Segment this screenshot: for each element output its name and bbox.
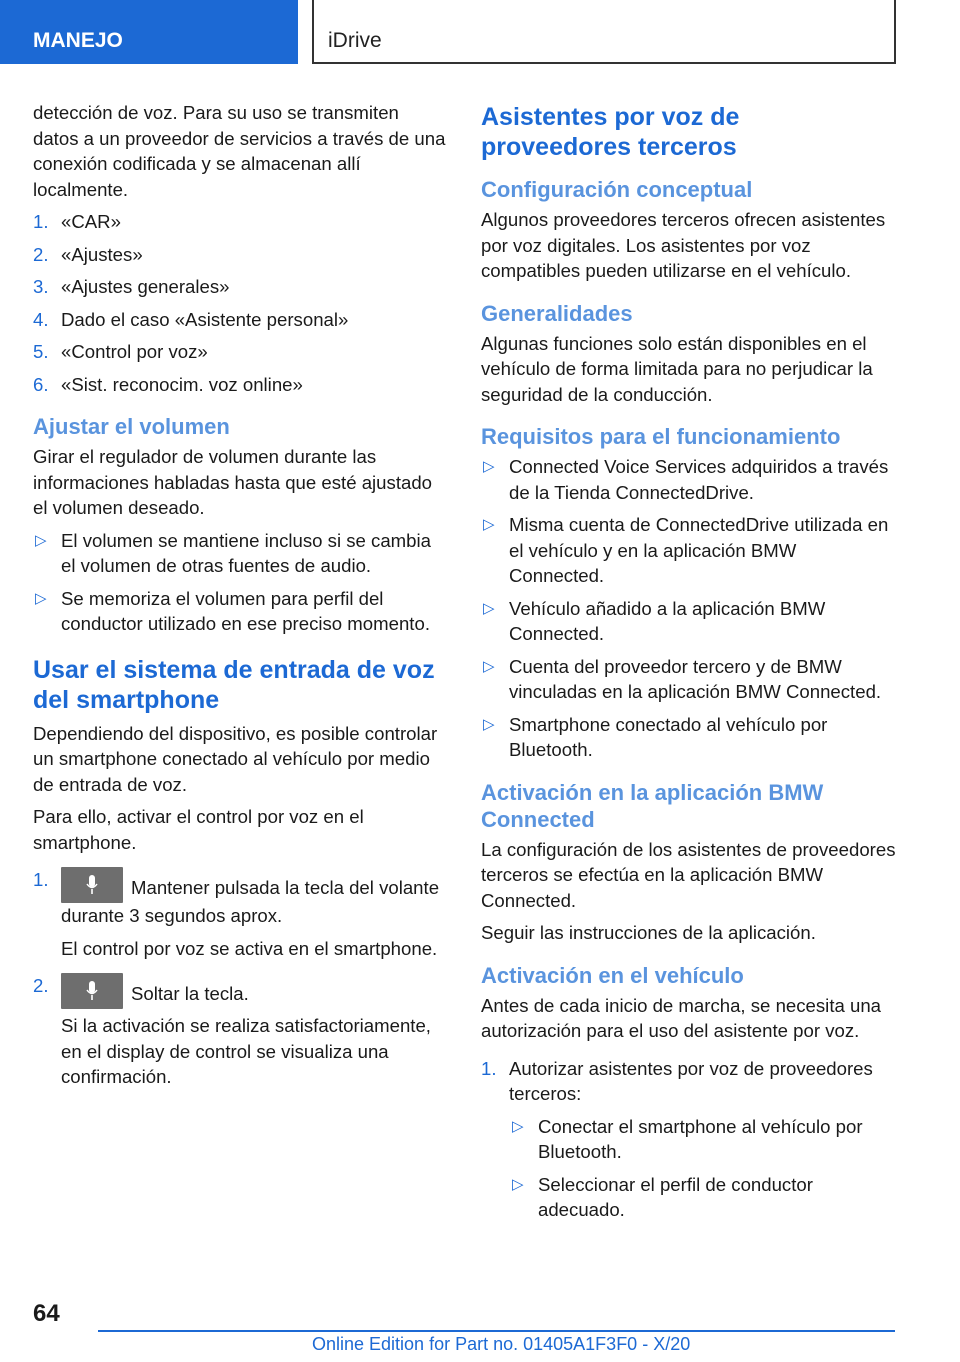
step-number: 1. [33, 869, 49, 890]
list-item [481, 654, 896, 705]
step-number: 1. [33, 211, 49, 232]
bullet-text: Conectar el smartphone al vehículo por Bluetooth. [538, 1115, 863, 1162]
step-number: 4. [33, 308, 49, 330]
page-number: 64 [33, 1300, 60, 1327]
step-text: «CAR» [61, 211, 121, 232]
triangle-bullet-icon: ▷ [483, 458, 495, 475]
volume-heading: Ajustar el volumen [33, 414, 230, 439]
step-text: Mantener pulsada la tecla del volante durante 3 segundos aprox. [61, 877, 440, 926]
requirements-heading: Requisitos para el funcionamiento [481, 424, 841, 449]
general-heading: Generalidades [481, 300, 633, 326]
list-item [33, 586, 449, 637]
step-number: 2. [33, 975, 49, 996]
app-p1: La configuración de los asistentes de proveedores terceros se efectúa en la aplicación BMW Connected. [481, 838, 896, 911]
section-title: Asistentes por voz de proveedores terceros [481, 103, 740, 161]
triangle-bullet-icon: ▷ [35, 589, 47, 607]
bullet-text: Connected Voice Services adquiridos a través de la Tienda ConnectedDrive. [509, 456, 889, 503]
footer-divider [98, 1330, 895, 1332]
bullet-text: Se memoriza el volumen para perfil del conductor utilizado en ese preciso momento. [61, 587, 430, 634]
concept-heading: Configuración conceptual [481, 177, 753, 202]
list-item [33, 209, 449, 235]
step-text: Dado el caso «Asistente personal» [61, 308, 349, 330]
smartphone-heading: Usar el sistema de entrada de voz del smartphone [33, 655, 435, 714]
step-text: «Ajustes generales» [61, 276, 230, 297]
list-item [481, 712, 896, 763]
triangle-bullet-icon: ▷ [483, 599, 495, 617]
header-chapter: iDrive [312, 0, 896, 64]
list-item [510, 1114, 896, 1165]
step-number: 2. [33, 243, 49, 265]
left-column [33, 100, 449, 1097]
list-item [33, 339, 449, 365]
app-heading: Activación en la aplicación BMW Connected [481, 779, 824, 832]
list-item [481, 1056, 896, 1107]
microphone-button-icon [61, 973, 123, 1009]
microphone-button-icon [61, 867, 123, 903]
list-item [33, 307, 449, 333]
microphone-icon [86, 981, 98, 1001]
bullet-text: Misma cuenta de ConnectedDrive utilizada en el vehículo y en la aplicación BMW Connected. [509, 514, 889, 586]
header-section: MANEJO [0, 0, 298, 64]
list-item [33, 372, 449, 398]
concept-text: Algunos proveedores terceros ofrecen asistentes por voz digitales. Los asistentes por voz compatibles pueden utilizarse en el vehículo. [481, 209, 886, 281]
step-note: El control por voz se activa en el smartphone. [61, 937, 438, 959]
step-text: Soltar la tecla. [131, 983, 249, 1004]
triangle-bullet-icon: ▷ [483, 516, 495, 533]
smartphone-p1: Dependiendo del dispositivo, es posible controlar un smartphone conectado al vehículo por medio de entrada de voz. [33, 722, 438, 795]
step-note: Si la activación se realiza satisfactoriamente, en el display de control se visualiza una confirmación. [61, 1015, 431, 1087]
triangle-bullet-icon: ▷ [35, 531, 47, 549]
bullet-text: Vehículo añadido a la aplicación BMW Connected. [509, 597, 826, 644]
bullet-text: Seleccionar el perfil de conductor adecuado. [538, 1173, 813, 1220]
footer-edition: Online Edition for Part no. 01405A1F3F0 - X/20 [312, 1334, 691, 1354]
step-text: Autorizar asistentes por voz de proveedores terceros: [509, 1057, 873, 1104]
vehicle-text: Antes de cada inicio de marcha, se necesita una autorización para el uso del asistente por voz. [481, 994, 882, 1041]
list-item [33, 867, 449, 961]
list-item [481, 454, 896, 505]
step-text: «Control por voz» [61, 341, 208, 362]
list-item [510, 1172, 896, 1223]
bullet-text: Cuenta del proveedor tercero y de BMW vinculadas en la aplicación BMW Connected. [509, 655, 882, 702]
list-item [481, 512, 896, 589]
step-text: «Sist. reconocim. voz online» [61, 373, 303, 395]
triangle-bullet-icon: ▷ [512, 1175, 524, 1193]
step-text: «Ajustes» [61, 243, 143, 265]
list-item [33, 528, 449, 579]
list-item [33, 242, 449, 268]
step-number: 1. [481, 1057, 497, 1079]
bullet-text: El volumen se mantiene incluso si se cambia el volumen de otras fuentes de audio. [61, 529, 431, 576]
volume-text: Girar el regulador de volumen durante las informaciones habladas hasta que esté ajustado el volumen deseado. [33, 446, 433, 518]
triangle-bullet-icon: ▷ [483, 657, 495, 675]
step-number: 6. [33, 373, 49, 395]
bullet-text: Smartphone conectado al vehículo por Bluetooth. [509, 713, 828, 760]
list-item [33, 274, 449, 300]
triangle-bullet-icon: ▷ [512, 1117, 524, 1135]
triangle-bullet-icon: ▷ [483, 715, 495, 733]
general-text: Algunas funciones solo están disponibles en el vehículo de forma limitada para no perjudicar la seguridad de la conducción. [481, 332, 873, 405]
step-number: 5. [33, 341, 49, 362]
right-column [481, 100, 896, 1230]
list-item [481, 596, 896, 647]
app-p2: Seguir las instrucciones de la aplicación. [481, 922, 816, 943]
intro-paragraph: detección de voz. Para su uso se transmiten datos a un proveedor de servicios a través de una conexión codificada y se almacenan allí localmente. [33, 102, 446, 200]
microphone-icon [86, 875, 98, 895]
list-item [33, 973, 449, 1090]
smartphone-p2: Para ello, activar el control por voz en el smartphone. [33, 806, 364, 853]
step-number: 3. [33, 276, 49, 297]
vehicle-heading: Activación en el vehículo [481, 962, 744, 988]
